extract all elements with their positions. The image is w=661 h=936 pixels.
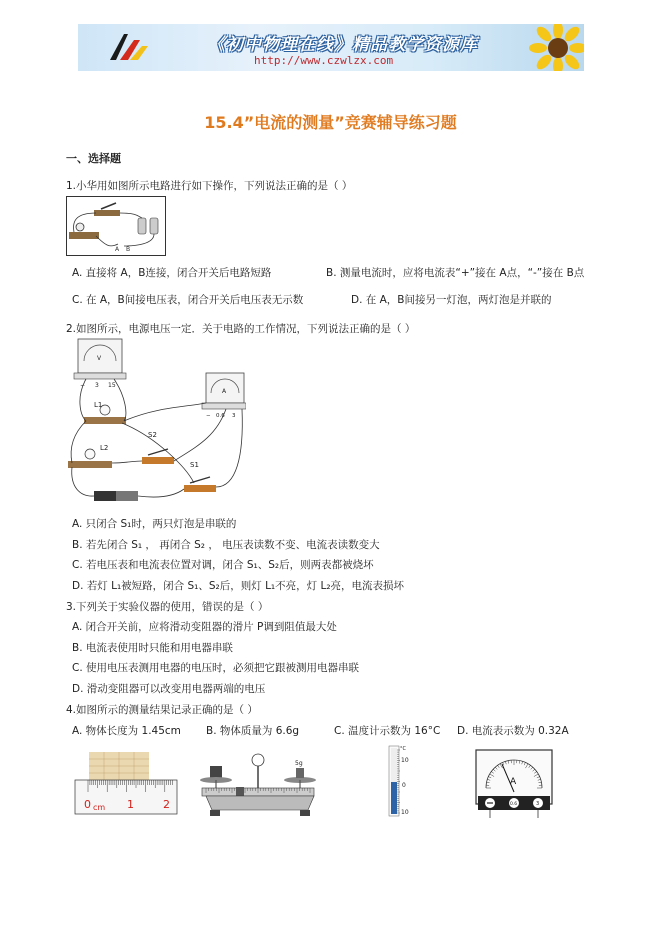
banner-title: 《初中物理在线》精品教学资源库: [208, 35, 478, 55]
q2-a-scale-minus: −: [206, 413, 211, 419]
thermo-label-10-bottom: 10: [401, 809, 409, 816]
q2-option-a: A. 只闭合 S₁时，两只灯泡是串联的: [72, 518, 237, 530]
q4-balance-figure: [196, 752, 324, 820]
banner-url: http://www.czwlzx.com: [254, 54, 394, 67]
thermo-label-0: 0: [402, 782, 406, 789]
ammeter-unit-label: A: [510, 777, 517, 787]
q4-ruler-figure: [73, 750, 179, 820]
q2-option-d: D. 若灯 L₁被短路，闭合 S₁、S₂后，则灯 L₁不亮，灯 L₂亮，电流表损坏: [72, 580, 405, 592]
q1-circuit-figure: [66, 196, 166, 256]
ammeter-terminal-06: 0.6: [510, 802, 518, 807]
q1-option-d: D. 在 A，B间接另一灯泡，两灯泡是并联的: [351, 294, 552, 306]
q4-option-a: A. 物体长度为 1.45cm: [72, 725, 181, 737]
q2-v-scale-minus: −: [80, 382, 86, 389]
q2-option-b: B. 若先闭合 S₁ ， 再闭合 S₂ ， 电压表读数不变、电流表读数变大: [72, 539, 380, 551]
question-4-stem: 4.如图所示的测量结果记录正确的是（ ）: [66, 704, 258, 716]
q2-circuit-figure: [66, 337, 246, 509]
sunflower-icon: [524, 24, 584, 71]
thermo-unit-label: °C: [400, 746, 406, 752]
q2-ammeter-label: A: [222, 388, 227, 395]
ruler-label-cm: cm: [93, 803, 106, 812]
q2-a-scale-3: 3: [232, 413, 236, 419]
question-2-stem: 2.如图所示，电源电压一定．关于电路的工作情况，下列说法正确的是（ ）: [66, 323, 416, 335]
q2-v-scale-3: 3: [95, 382, 99, 389]
q2-v-scale-15: 15: [108, 382, 116, 389]
q2-option-c: C. 若电压表和电流表位置对调，闭合 S₁、S₂后，则两表都被烧坏: [72, 559, 374, 571]
header-banner: [78, 24, 584, 71]
q1-option-a: A. 直接将 A，B连接，闭合开关后电路短路: [72, 267, 272, 279]
q3-option-c: C. 使用电压表测用电器的电压时，必须把它跟被测用电器串联: [72, 662, 360, 674]
q2-s1-label: S1: [190, 461, 199, 469]
ruler-label-1: 1: [127, 798, 134, 811]
q4-option-c: C. 温度计示数为 16°C: [334, 725, 441, 737]
q2-s2-label: S2: [148, 431, 157, 439]
ammeter-terminal-3: 3: [536, 801, 540, 807]
ruler-label-2: 2: [163, 798, 170, 811]
question-1-stem: 1.小华用如图所示电路进行如下操作，下列说法正确的是（ ）: [66, 180, 353, 192]
section-heading: 一、选择题: [66, 152, 121, 165]
q4-ammeter-figure: [474, 748, 554, 820]
q2-voltmeter-label: V: [97, 355, 102, 362]
q3-option-b: B. 电流表使用时只能和用电器串联: [72, 642, 233, 654]
q1-option-c: C. 在 A，B间接电压表，闭合开关后电压表无示数: [72, 294, 304, 306]
balance-weight-label: 5g: [295, 760, 303, 767]
q2-l2-label: L2: [100, 444, 109, 452]
q1-option-b: B. 测量电流时，应将电流表“+”接在 A点，“-”接在 B点: [326, 267, 585, 279]
ruler-label-0: 0: [84, 798, 91, 811]
q4-option-b: B. 物体质量为 6.6g: [206, 725, 300, 737]
q3-option-a: A. 闭合开关前，应将滑动变阻器的滑片 P调到阻值最大处: [72, 621, 337, 633]
q4-thermometer-figure: [386, 742, 416, 822]
q1-label-b: B: [126, 246, 131, 253]
q2-l1-label: L1: [94, 401, 103, 409]
page-title: 15.4”电流的测量”竞赛辅导练习题: [204, 113, 457, 132]
q2-a-scale-06: 0.6: [216, 413, 225, 419]
question-3-stem: 3.下列关于实验仪器的使用，错误的是（ ）: [66, 601, 269, 613]
q3-option-d: D. 滑动变阻器可以改变用电器两端的电压: [72, 683, 266, 695]
thermo-label-10-top: 10: [401, 757, 409, 764]
q4-option-d: D. 电流表示数为 0.32A: [457, 725, 569, 737]
q1-label-a: A: [115, 246, 120, 253]
logo-icon: [106, 30, 150, 66]
